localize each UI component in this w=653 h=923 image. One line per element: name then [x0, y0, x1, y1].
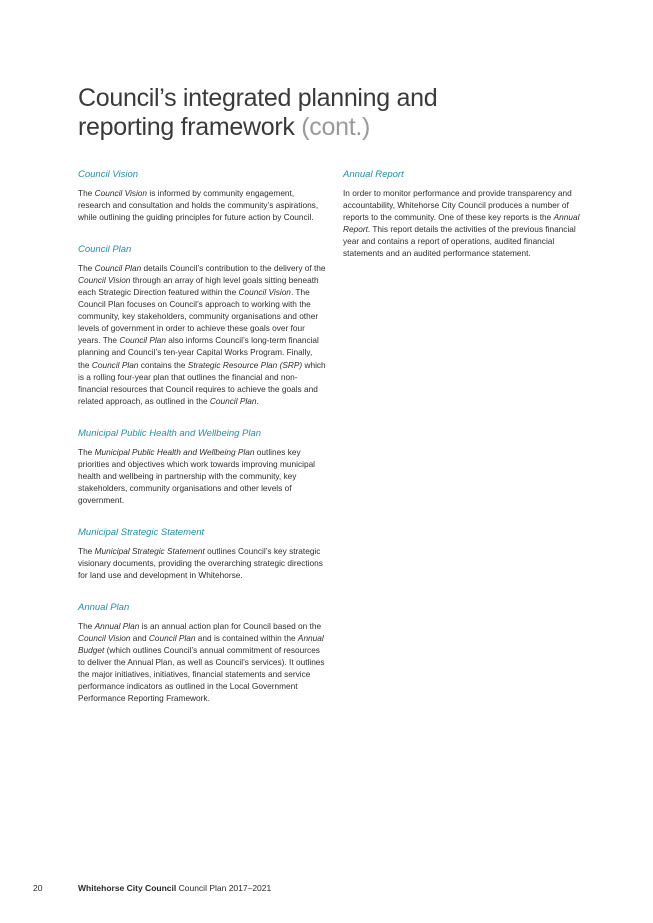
section-body: The Annual Plan is an annual action plan for Council based on the Council Vision and Council Plan and is contained within the Annual Budget (which outlines Council’s annual commitment of resources to deliver the Annual Plan, as well as Council’s services). It outlines the major initiatives, initiatives, financial statements and service performance indicators as outlined in the Local Government Performance Reporting Framework.: [78, 621, 325, 704]
page-title-suffix: (cont.): [301, 113, 371, 141]
italic-term: Council Vision: [94, 188, 148, 198]
italic-term: Annual Budget: [78, 633, 324, 656]
page-footer: [33, 883, 271, 893]
footer-document: Council Plan 2017–2021: [178, 883, 272, 893]
section-body: The Council Vision is informed by community engagement, research and consultation and holds the community’s aspirations, while outlining the guiding principles for future action by Council.: [78, 188, 319, 223]
section-annual-report: [343, 169, 591, 259]
footer-organisation: Whitehorse City Council: [78, 883, 177, 893]
italic-term: Council Plan: [91, 359, 139, 370]
section-body: In order to monitor performance and provide transparency and accountability, Whitehorse City Council produces a number of reports to the community. One of these key reports is the Annual Report. This report details the activities of the previous financial year and contains a report of operations, audited financial statements and an audited performance statement.: [343, 188, 580, 259]
left-column: [78, 169, 326, 725]
section-body: The Council Plan details Council’s contribution to the delivery of the Council Vision through an array of high level goals sitting beneath each Strategic Direction featured within the Council Vision. The Council Plan focuses on Council’s approach to working with the community, key stakeholders, community organisations and other levels of government in order to achieve these goals over four years. The Council Plan also informs Council’s long-term financial planning and Council’s ten-year Capital Works Program. Finally, the Council Plan contains the Strategic Resource Plan (SRP) which is a rolling four-year plan that outlines the financial and non-financial resources that Council requires to achieve the goals and related approach, as outlined in the Council Plan.: [78, 263, 326, 406]
section-heading: Council Plan: [78, 244, 132, 256]
right-column: [343, 169, 591, 280]
section-body: The Municipal Strategic Statement outlines Council’s key strategic visionary documents, providing the overarching strategic directions for land use and development in Whitehorse.: [78, 545, 323, 581]
section-body: The Municipal Public Health and Wellbeing Plan outlines key priorities and objectives which work towards improving municipal health and wellbeing in partnership with the community, key stakeholders, community organisations and other levels of government.: [78, 446, 316, 505]
italic-term: Council Vision: [78, 275, 131, 286]
italic-term: Council Vision: [238, 287, 291, 298]
section-heading: Municipal Public Health and Wellbeing Plan: [78, 427, 262, 439]
italic-term: Council Plan: [119, 335, 166, 346]
section-heading: Annual Plan: [78, 602, 130, 614]
italic-term: Strategic Resource Plan (SRP): [187, 359, 303, 370]
italic-term: Municipal Strategic Statement: [94, 545, 205, 556]
section-annual-plan: [78, 602, 326, 704]
section-strategic-statement: [78, 527, 326, 581]
page-number: 20: [33, 883, 43, 893]
section-heading: Annual Report: [343, 169, 404, 180]
page-title: [78, 84, 498, 142]
section-council-plan: [78, 244, 326, 407]
italic-term: Council Vision: [78, 633, 131, 644]
page-title-main: Council’s integrated planning and reporting framework: [78, 84, 438, 141]
italic-term: Council Plan: [94, 263, 142, 274]
section-health-wellbeing-plan: [78, 428, 326, 506]
italic-term: Municipal Public Health and Wellbeing Plan: [94, 446, 255, 457]
italic-term: Annual Report: [343, 212, 580, 235]
section-heading: Municipal Strategic Statement: [78, 526, 205, 538]
italic-term: Council Plan: [148, 633, 196, 644]
italic-term: Annual Plan: [94, 621, 140, 632]
italic-term: Council Plan: [209, 395, 257, 406]
section-heading: Council Vision: [78, 169, 139, 180]
section-council-vision: [78, 169, 326, 223]
